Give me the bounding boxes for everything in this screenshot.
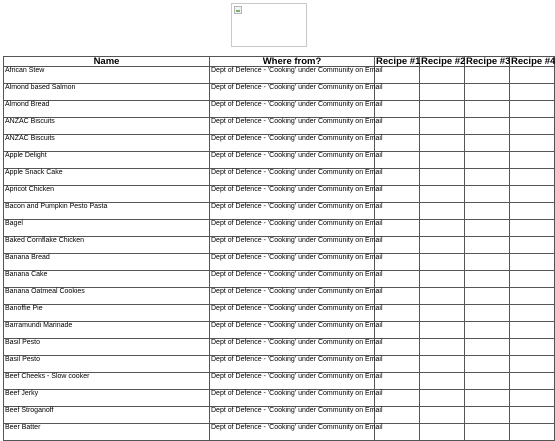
where-from-cell: Dept of Defence - 'Cooking' under Community on Email <box>210 390 375 407</box>
recipe-3-cell <box>465 390 510 407</box>
recipe-4-cell <box>510 135 555 152</box>
recipe-2-cell <box>420 305 465 322</box>
recipe-4-cell <box>510 254 555 271</box>
where-from-cell: Dept of Defence - 'Cooking' under Community on Email <box>210 152 375 169</box>
where-from-cell: Dept of Defence - 'Cooking' under Community on Email <box>210 339 375 356</box>
recipe-name-cell: Almond based Salmon <box>4 84 210 101</box>
recipe-3-cell <box>465 288 510 305</box>
recipe-2-cell <box>420 101 465 118</box>
where-from-cell: Dept of Defence - 'Cooking' under Community on Email <box>210 118 375 135</box>
column-header-recipe-4: Recipe #4 <box>511 56 555 67</box>
recipe-2-cell <box>420 118 465 135</box>
table-row <box>4 152 555 169</box>
recipe-4-cell <box>510 67 555 84</box>
recipe-2-cell <box>420 339 465 356</box>
recipe-4-cell <box>510 305 555 322</box>
column-header-where-from: Where from? <box>210 57 375 67</box>
recipe-name-cell: Beef Stroganoff <box>4 407 210 424</box>
recipe-3-cell <box>465 305 510 322</box>
recipe-4-cell <box>510 203 555 220</box>
recipe-3-cell <box>465 101 510 118</box>
recipe-4-cell <box>510 101 555 118</box>
recipe-4-cell <box>510 407 555 424</box>
where-from-cell: Dept of Defence - 'Cooking' under Community on Email <box>210 101 375 118</box>
column-header-recipe-2: Recipe #2 <box>421 56 466 67</box>
header-row <box>4 57 555 67</box>
recipe-name-cell: ANZAC Biscuits <box>4 135 210 152</box>
recipe-2-cell <box>420 84 465 101</box>
where-from-cell: Dept of Defence - 'Cooking' under Community on Email <box>210 288 375 305</box>
recipe-2-cell <box>420 152 465 169</box>
recipe-3-cell <box>465 118 510 135</box>
where-from-cell: Dept of Defence - 'Cooking' under Community on Email <box>210 67 375 84</box>
where-from-cell: Dept of Defence - 'Cooking' under Community on Email <box>210 424 375 441</box>
recipe-2-cell <box>420 356 465 373</box>
recipe-4-cell <box>510 237 555 254</box>
recipe-3-cell <box>465 254 510 271</box>
recipe-3-cell <box>465 373 510 390</box>
recipe-3-cell <box>465 271 510 288</box>
recipe-2-cell <box>420 271 465 288</box>
table-row <box>4 237 555 254</box>
recipe-4-cell <box>510 186 555 203</box>
recipe-name-cell: Bacon and Pumpkin Pesto Pasta <box>4 203 210 220</box>
where-from-cell: Dept of Defence - 'Cooking' under Community on Email <box>210 322 375 339</box>
recipe-name-cell: Apple Snack Cake <box>4 169 210 186</box>
table-row <box>4 356 555 373</box>
table-body <box>4 67 555 441</box>
table-row <box>4 67 555 84</box>
table-row <box>4 186 555 203</box>
where-from-cell: Dept of Defence - 'Cooking' under Community on Email <box>210 254 375 271</box>
column-header-recipe-3: Recipe #3 <box>466 56 511 67</box>
recipe-name-cell: Banana Bread <box>4 254 210 271</box>
recipe-3-cell <box>465 67 510 84</box>
recipe-4-cell <box>510 220 555 237</box>
recipe-2-cell <box>420 390 465 407</box>
recipe-2-cell <box>420 288 465 305</box>
where-from-cell: Dept of Defence - 'Cooking' under Community on Email <box>210 407 375 424</box>
recipe-4-cell <box>510 271 555 288</box>
recipe-4-cell <box>510 288 555 305</box>
table-row <box>4 322 555 339</box>
where-from-cell: Dept of Defence - 'Cooking' under Community on Email <box>210 186 375 203</box>
recipe-3-cell <box>465 322 510 339</box>
recipe-3-cell <box>465 135 510 152</box>
recipe-name-cell: ANZAC Biscuits <box>4 118 210 135</box>
recipe-2-cell <box>420 424 465 441</box>
recipe-3-cell <box>465 237 510 254</box>
recipe-name-cell: Almond Bread <box>4 101 210 118</box>
recipe-3-cell <box>465 424 510 441</box>
where-from-cell: Dept of Defence - 'Cooking' under Community on Email <box>210 356 375 373</box>
recipe-3-cell <box>465 186 510 203</box>
table-row <box>4 407 555 424</box>
recipe-name-cell: Apple Delight <box>4 152 210 169</box>
recipe-name-cell: Beef Jerky <box>4 390 210 407</box>
recipe-3-cell <box>465 152 510 169</box>
recipe-name-cell: Baked Cornflake Chicken <box>4 237 210 254</box>
recipe-2-cell <box>420 220 465 237</box>
where-from-cell: Dept of Defence - 'Cooking' under Community on Email <box>210 135 375 152</box>
table-row <box>4 305 555 322</box>
recipe-3-cell <box>465 356 510 373</box>
recipe-2-cell <box>420 135 465 152</box>
where-from-cell: Dept of Defence - 'Cooking' under Community on Email <box>210 84 375 101</box>
recipe-4-cell <box>510 169 555 186</box>
table-row <box>4 288 555 305</box>
recipe-4-cell <box>510 356 555 373</box>
recipe-2-cell <box>420 67 465 84</box>
recipe-name-cell: Basil Pesto <box>4 339 210 356</box>
recipe-3-cell <box>465 339 510 356</box>
recipe-name-cell: Basil Pesto <box>4 356 210 373</box>
where-from-cell: Dept of Defence - 'Cooking' under Community on Email <box>210 373 375 390</box>
table-row <box>4 101 555 118</box>
table-row <box>4 84 555 101</box>
where-from-cell: Dept of Defence - 'Cooking' under Community on Email <box>210 237 375 254</box>
recipe-4-cell <box>510 118 555 135</box>
table-row <box>4 169 555 186</box>
recipe-4-cell <box>510 424 555 441</box>
recipe-2-cell <box>420 169 465 186</box>
table-row <box>4 271 555 288</box>
recipe-3-cell <box>465 203 510 220</box>
recipe-2-cell <box>420 373 465 390</box>
column-header-recipe-1: Recipe #1 <box>376 56 421 67</box>
recipe-name-cell: Beef Cheeks - Slow cooker <box>4 373 210 390</box>
where-from-cell: Dept of Defence - 'Cooking' under Community on Email <box>210 169 375 186</box>
recipe-3-cell <box>465 220 510 237</box>
recipe-3-cell <box>465 407 510 424</box>
recipe-2-cell <box>420 322 465 339</box>
recipe-4-cell <box>510 152 555 169</box>
table-row <box>4 118 555 135</box>
where-from-cell: Dept of Defence - 'Cooking' under Community on Email <box>210 271 375 288</box>
recipe-2-cell <box>420 203 465 220</box>
recipe-4-cell <box>510 390 555 407</box>
table-row <box>4 220 555 237</box>
table-row <box>4 390 555 407</box>
recipes-table <box>3 56 555 441</box>
recipe-name-cell: Barramundi Marinade <box>4 322 210 339</box>
recipe-name-cell: Bagel <box>4 220 210 237</box>
recipe-name-cell: Apricot Chicken <box>4 186 210 203</box>
column-header-name: Name <box>4 57 210 67</box>
recipe-3-cell <box>465 169 510 186</box>
recipe-4-cell <box>510 373 555 390</box>
recipe-4-cell <box>510 322 555 339</box>
where-from-cell: Dept of Defence - 'Cooking' under Community on Email <box>210 203 375 220</box>
where-from-cell: Dept of Defence - 'Cooking' under Community on Email <box>210 305 375 322</box>
recipe-3-cell <box>465 84 510 101</box>
broken-image-icon <box>234 6 242 14</box>
recipe-2-cell <box>420 254 465 271</box>
recipe-4-cell <box>510 84 555 101</box>
where-from-cell: Dept of Defence - 'Cooking' under Community on Email <box>210 220 375 237</box>
recipe-name-cell: Beer Batter <box>4 424 210 441</box>
recipe-name-cell: Banana Oatmeal Cookies <box>4 288 210 305</box>
recipe-4-cell <box>510 339 555 356</box>
recipe-2-cell <box>420 186 465 203</box>
table-row <box>4 339 555 356</box>
table-row <box>4 254 555 271</box>
recipe-name-cell: Banoffie Pie <box>4 305 210 322</box>
recipe-name-cell: African Stew <box>4 67 210 84</box>
table-row <box>4 203 555 220</box>
broken-image <box>231 3 307 47</box>
table-row <box>4 373 555 390</box>
table-row <box>4 424 555 441</box>
recipe-2-cell <box>420 237 465 254</box>
table-row <box>4 135 555 152</box>
recipe-2-cell <box>420 407 465 424</box>
recipe-name-cell: Banana Cake <box>4 271 210 288</box>
